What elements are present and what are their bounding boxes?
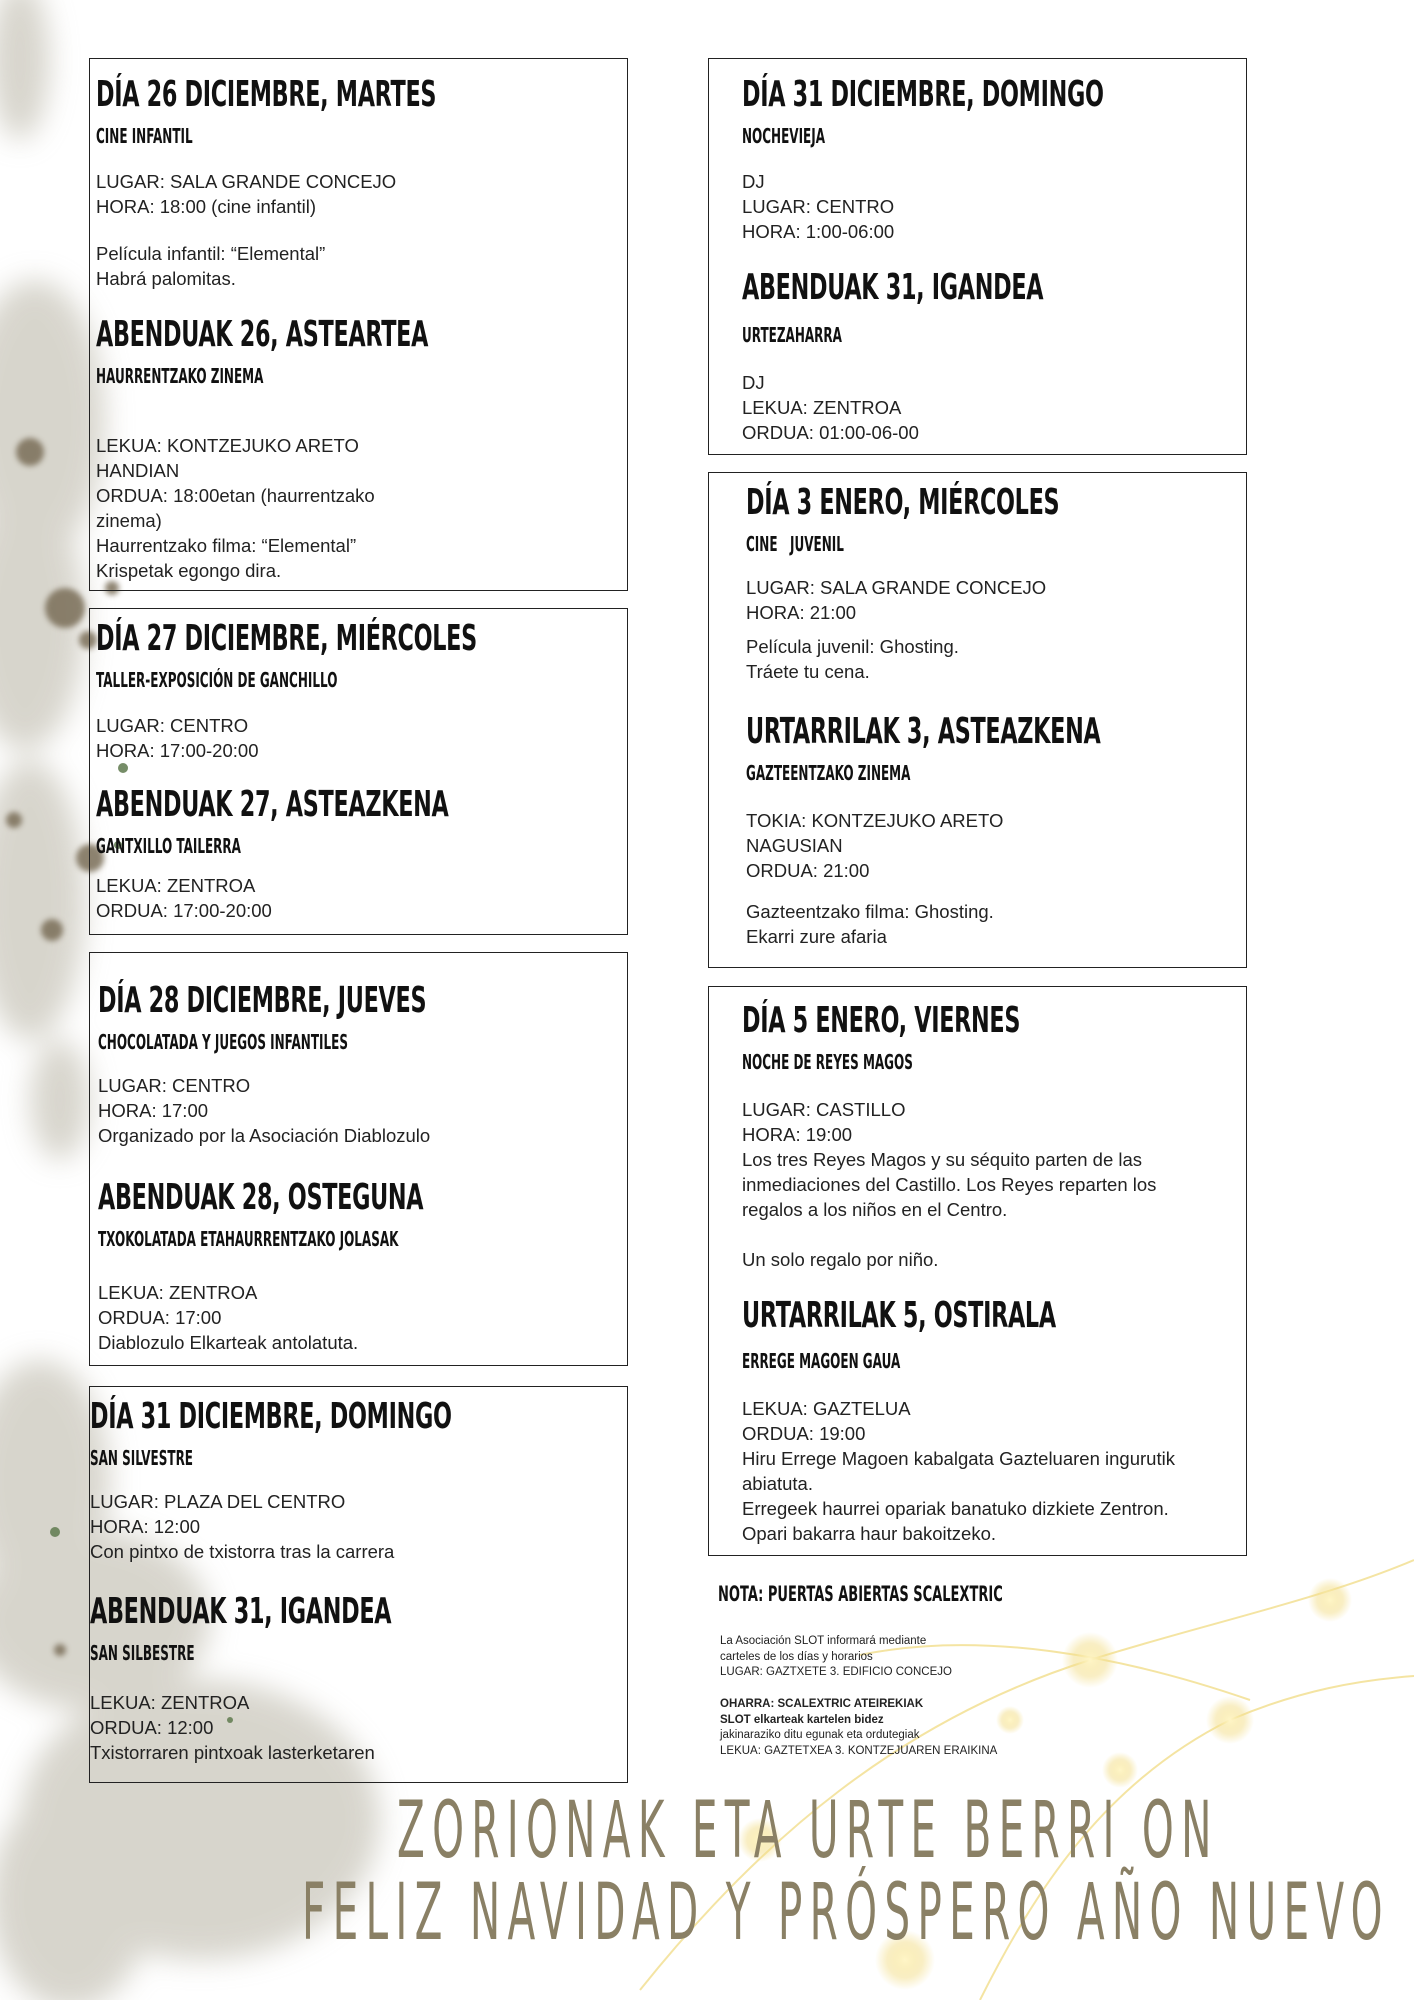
event-box-dec31-san-silvestre bbox=[89, 1386, 628, 1783]
detail-line: Película infantil: “Elemental” bbox=[96, 243, 326, 264]
detail-line: Película juvenil: Ghosting. bbox=[746, 636, 959, 657]
event-title-es: DÍA 31 DICIEMBRE, DOMINGO bbox=[90, 1396, 452, 1437]
detail-line: inmediaciones del Castillo. Los Reyes reparten los bbox=[742, 1174, 1157, 1195]
event-subtitle-eu: TXOKOLATADA ETAHAURRENTZAKO JOLASAK bbox=[98, 1227, 399, 1251]
nota-line: LUGAR: GAZTXETE 3. EDIFICIO CONCEJO bbox=[720, 1666, 952, 1678]
detail-line: LEKUA: GAZTELUA bbox=[742, 1398, 911, 1419]
event-details-eu bbox=[96, 873, 621, 923]
detail-line: Txistorraren pintxoak lasterketaren bbox=[90, 1742, 375, 1763]
detail-line: LUGAR: CENTRO bbox=[96, 715, 249, 736]
detail-line: HORA: 17:00 bbox=[98, 1100, 209, 1121]
detail-line: HORA: 12:00 bbox=[90, 1516, 201, 1537]
detail-line: Krispetak egongo dira. bbox=[96, 560, 282, 581]
event-details-eu bbox=[742, 370, 1213, 445]
detail-line: Hiru Errege Magoen kabalgata Gazteluaren ingurutik bbox=[742, 1448, 1175, 1469]
detail-line: HORA: 18:00 (cine infantil) bbox=[96, 196, 317, 217]
event-box-jan3 bbox=[708, 472, 1247, 968]
detail-line: DJ bbox=[742, 171, 765, 192]
detail-line: LUGAR: CASTILLO bbox=[742, 1099, 906, 1120]
detail-line: LUGAR: SALA GRANDE CONCEJO bbox=[96, 171, 397, 192]
event-title-eu: ABENDUAK 31, IGANDEA bbox=[90, 1591, 392, 1632]
detail-line: LEKUA: ZENTROA bbox=[98, 1282, 258, 1303]
detail-line: LEKUA: KONTZEJUKO ARETO bbox=[96, 435, 359, 456]
event-box-dec27 bbox=[89, 608, 628, 935]
nota-title: NOTA: PUERTAS ABIERTAS SCALEXTRIC bbox=[718, 1582, 1003, 1606]
event-details-eu bbox=[98, 1280, 619, 1355]
event-subtitle-es: TALLER-EXPOSICIÓN DE GANCHILLO bbox=[96, 668, 338, 692]
detail-line: Gazteentzako filma: Ghosting. bbox=[746, 901, 994, 922]
event-box-dec28 bbox=[89, 952, 628, 1366]
event-title-es: DÍA 31 DICIEMBRE, DOMINGO bbox=[742, 74, 1104, 115]
detail-line: HORA: 17:00-20:00 bbox=[96, 740, 259, 761]
event-title-eu: URTARRILAK 5, OSTIRALA bbox=[742, 1295, 1056, 1336]
detail-line: Los tres Reyes Magos y su séquito parten de las bbox=[742, 1149, 1143, 1170]
detail-line: LUGAR: CENTRO bbox=[742, 196, 895, 217]
event-subtitle-eu: SAN SILBESTRE bbox=[90, 1641, 195, 1665]
event-subtitle-eu: GANTXILLO TAILERRA bbox=[96, 834, 241, 858]
detail-line: LEKUA: ZENTROA bbox=[90, 1692, 250, 1713]
detail-line: ORDUA: 01:00-06-00 bbox=[742, 422, 919, 443]
event-subtitle-eu: HAURRENTZAKO ZINEMA bbox=[96, 364, 264, 388]
detail-line: Tráete tu cena. bbox=[746, 661, 870, 682]
nota-line: La Asociación SLOT informará mediante bbox=[720, 1635, 927, 1647]
detail-line: HORA: 21:00 bbox=[746, 602, 857, 623]
event-title-es: DÍA 26 DICIEMBRE, MARTES bbox=[96, 74, 437, 115]
detail-line: DJ bbox=[742, 372, 765, 393]
event-details-es bbox=[742, 1097, 1213, 1272]
greeting-basque: ZORIONAK ETA URTE BERRI ON bbox=[397, 1786, 1219, 1876]
event-subtitle-eu: GAZTEENTZAKO ZINEMA bbox=[746, 761, 911, 785]
detail-line: abiatuta. bbox=[742, 1473, 813, 1494]
detail-line: Organizado por la Asociación Diablozulo bbox=[98, 1125, 431, 1146]
event-title-es: DÍA 28 DICIEMBRE, JUEVES bbox=[98, 980, 427, 1021]
event-details-es bbox=[96, 713, 621, 763]
event-details-eu bbox=[742, 1396, 1213, 1546]
detail-line: TOKIA: KONTZEJUKO ARETO bbox=[746, 810, 1004, 831]
event-subtitle-es: CINE JUVENIL bbox=[746, 532, 844, 556]
greeting-spanish: FELIZ NAVIDAD Y PRÓSPERO AÑO NUEVO bbox=[302, 1868, 1390, 1958]
detail-line: regalos a los niños en el Centro. bbox=[742, 1199, 1008, 1220]
nota-details-eu bbox=[720, 1697, 997, 1759]
event-subtitle-es: SAN SILVESTRE bbox=[90, 1446, 194, 1470]
detail-line: ORDUA: 21:00 bbox=[746, 860, 870, 881]
detail-line: HORA: 1:00-06:00 bbox=[742, 221, 895, 242]
detail-line: Ekarri zure afaria bbox=[746, 926, 887, 947]
event-title-es: DÍA 5 ENERO, VIERNES bbox=[742, 1000, 1021, 1041]
event-title-eu: ABENDUAK 27, ASTEAZKENA bbox=[96, 784, 449, 825]
event-details-es bbox=[96, 169, 621, 291]
event-subtitle-es: CHOCOLATADA Y JUEGOS INFANTILES bbox=[98, 1030, 348, 1054]
detail-line: zinema) bbox=[96, 510, 162, 531]
detail-line: LUGAR: PLAZA DEL CENTRO bbox=[90, 1491, 346, 1512]
event-title-es: DÍA 27 DICIEMBRE, MIÉRCOLES bbox=[96, 618, 477, 659]
detail-line: HORA: 19:00 bbox=[742, 1124, 853, 1145]
nota-details-es bbox=[720, 1634, 952, 1681]
detail-line: Habrá palomitas. bbox=[96, 268, 236, 289]
event-subtitle-es: NOCHEVIEJA bbox=[742, 124, 825, 148]
event-title-eu: ABENDUAK 31, IGANDEA bbox=[742, 267, 1044, 308]
event-box-dec31-nochevieja bbox=[708, 58, 1247, 455]
nota-line: LEKUA: GAZTETXEA 3. KONTZEJUAREN ERAIKINA bbox=[720, 1744, 998, 1757]
detail-line: LEKUA: ZENTROA bbox=[96, 875, 256, 896]
detail-line: Diablozulo Elkarteak antolatuta. bbox=[98, 1332, 359, 1353]
nota-bold-line: SLOT elkarteak kartelen bidez bbox=[720, 1713, 884, 1726]
event-title-eu: ABENDUAK 26, ASTEARTEA bbox=[96, 314, 429, 355]
detail-line: Haurrentzako filma: “Elemental” bbox=[96, 535, 357, 556]
event-box-dec26 bbox=[89, 58, 628, 591]
event-details-eu bbox=[96, 433, 621, 583]
detail-line: LEKUA: ZENTROA bbox=[742, 397, 902, 418]
event-title-eu: ABENDUAK 28, OSTEGUNA bbox=[98, 1177, 424, 1218]
nota-line: carteles de los días y horarios bbox=[720, 1650, 873, 1663]
detail-line: ORDUA: 19:00 bbox=[742, 1423, 866, 1444]
event-subtitle-eu: ERREGE MAGOEN GAUA bbox=[742, 1349, 901, 1373]
event-subtitle-es: NOCHE DE REYES MAGOS bbox=[742, 1050, 913, 1074]
detail-line: HANDIAN bbox=[96, 460, 180, 481]
detail-line: Opari bakarra haur bakoitzeko. bbox=[742, 1523, 996, 1544]
event-details-eu bbox=[90, 1690, 627, 1765]
detail-line: Con pintxo de txistorra tras la carrera bbox=[90, 1541, 395, 1562]
detail-line: LUGAR: CENTRO bbox=[98, 1075, 251, 1096]
event-details-eu bbox=[746, 808, 1209, 949]
detail-line: ORDUA: 12:00 bbox=[90, 1717, 214, 1738]
event-title-eu: URTARRILAK 3, ASTEAZKENA bbox=[746, 711, 1101, 752]
detail-line: NAGUSIAN bbox=[746, 835, 843, 856]
event-subtitle-es: CINE INFANTIL bbox=[96, 124, 193, 148]
detail-line: Erregeek haurrei opariak banatuko dizkiete Zentron. bbox=[742, 1498, 1169, 1519]
detail-line: ORDUA: 18:00etan (haurrentzako bbox=[96, 485, 375, 506]
nota-bold-line: OHARRA: SCALEXTRIC ATEIREKIAK bbox=[720, 1698, 924, 1710]
detail-line: Un solo regalo por niño. bbox=[742, 1249, 939, 1270]
event-subtitle-eu: URTEZAHARRA bbox=[742, 323, 842, 347]
event-title-es: DÍA 3 ENERO, MIÉRCOLES bbox=[746, 482, 1060, 523]
event-box-jan5 bbox=[708, 986, 1247, 1556]
detail-line: ORDUA: 17:00-20:00 bbox=[96, 900, 272, 921]
nota-line: jakinaraziko ditu egunak eta ordutegiak bbox=[720, 1729, 920, 1741]
event-details-es bbox=[746, 575, 1209, 684]
event-details-es bbox=[90, 1489, 627, 1564]
event-details-es bbox=[742, 169, 1213, 244]
event-details-es bbox=[98, 1073, 619, 1148]
detail-line: ORDUA: 17:00 bbox=[98, 1307, 222, 1328]
detail-line: LUGAR: SALA GRANDE CONCEJO bbox=[746, 577, 1047, 598]
